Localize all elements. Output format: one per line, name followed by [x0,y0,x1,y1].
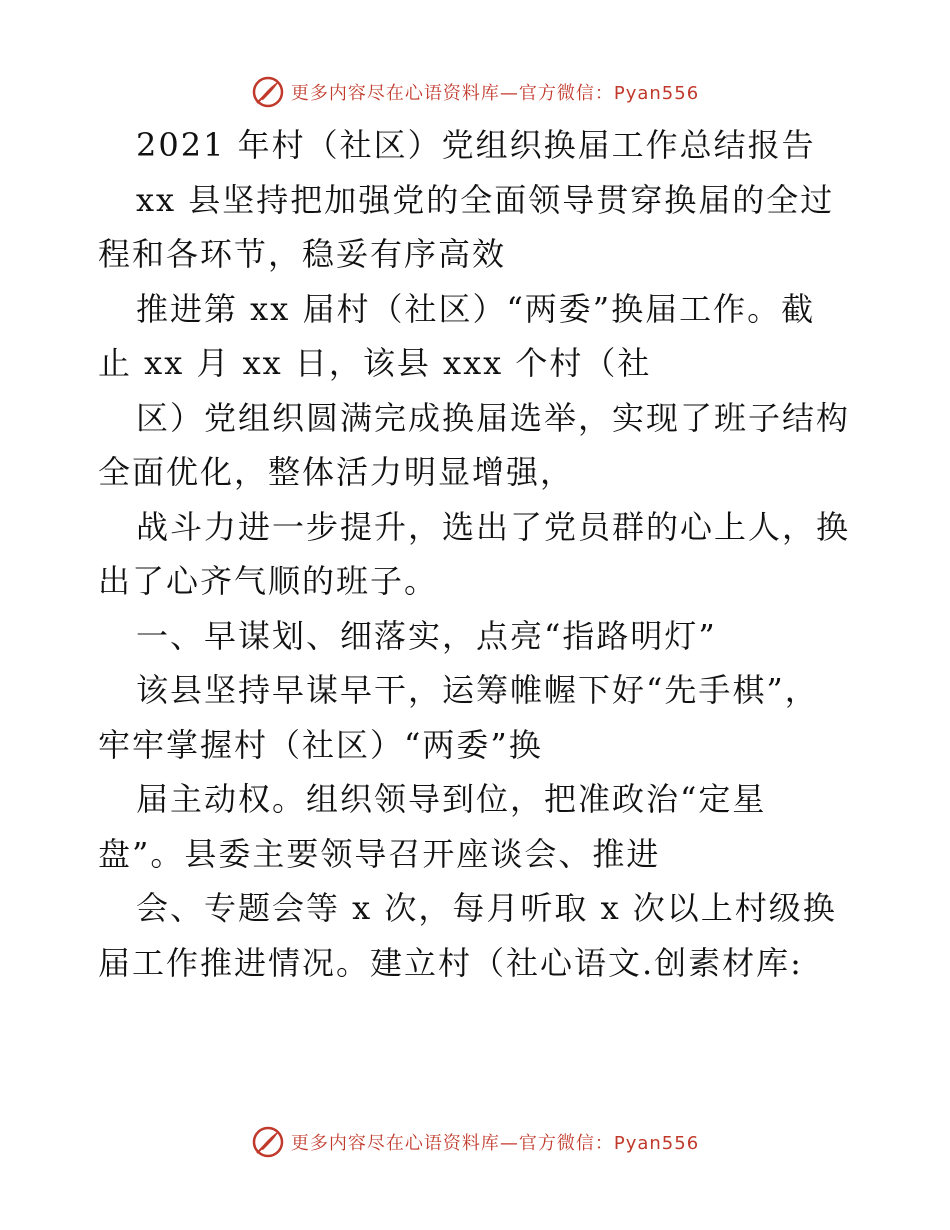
document-title: 2021 年村（社区）党组织换届工作总结报告 [136,126,816,164]
paragraph-line: 全面优化，整体活力明显增强， [98,453,575,491]
footer-banner [0,1122,950,1162]
paragraph-line: 推进第 xx 届村（社区）“两委”换届工作。截 [136,289,816,328]
paragraph-line: 该县坚持早谋早干，运筹帷幄下好“先手棋”， [136,671,819,709]
paragraph-line: 会、专题会等 x 次，每月听取 x 次以上村级换 [136,889,837,927]
paragraph-line: 战斗力进一步提升，选出了党员群的心上人，换 [136,507,851,546]
document-body [98,118,858,990]
paragraph-line: 届主动权。组织领导到位，把准政治“定星 [136,780,767,818]
paragraph-line: 止 xx 月 xx 日，该县 xxx 个村（社 [98,344,652,382]
section-heading: 一、早谋划、细落实，点亮“指路明灯” [136,616,717,655]
paragraph-line: 牢牢掌握村（社区）“两委”换 [98,725,543,764]
paragraph-line: xx 县坚持把加强党的全面领导贯穿换届的全过 [136,180,835,219]
paragraph-line: 出了心齐气顺的班子。 [98,562,439,600]
paragraph-line: 盘”。县委主要领导召开座谈会、推进 [98,834,661,873]
paragraph-line: 届工作推进情况。建立村（社心语文.创素材库: [98,943,803,982]
banner-text: 更多内容尽在心语资料库—官方微信：Pyan556 [290,83,700,104]
paragraph-line: 区）党组织圆满完成换届选举，实现了班子结构 [136,398,851,437]
quill-logo-icon [251,75,285,109]
header-banner [0,72,950,112]
banner-text: 更多内容尽在心语资料库—官方微信：Pyan556 [290,1133,700,1154]
paragraph-line: 程和各环节，稳妥有序高效 [98,235,507,273]
quill-logo-icon [251,1125,285,1159]
